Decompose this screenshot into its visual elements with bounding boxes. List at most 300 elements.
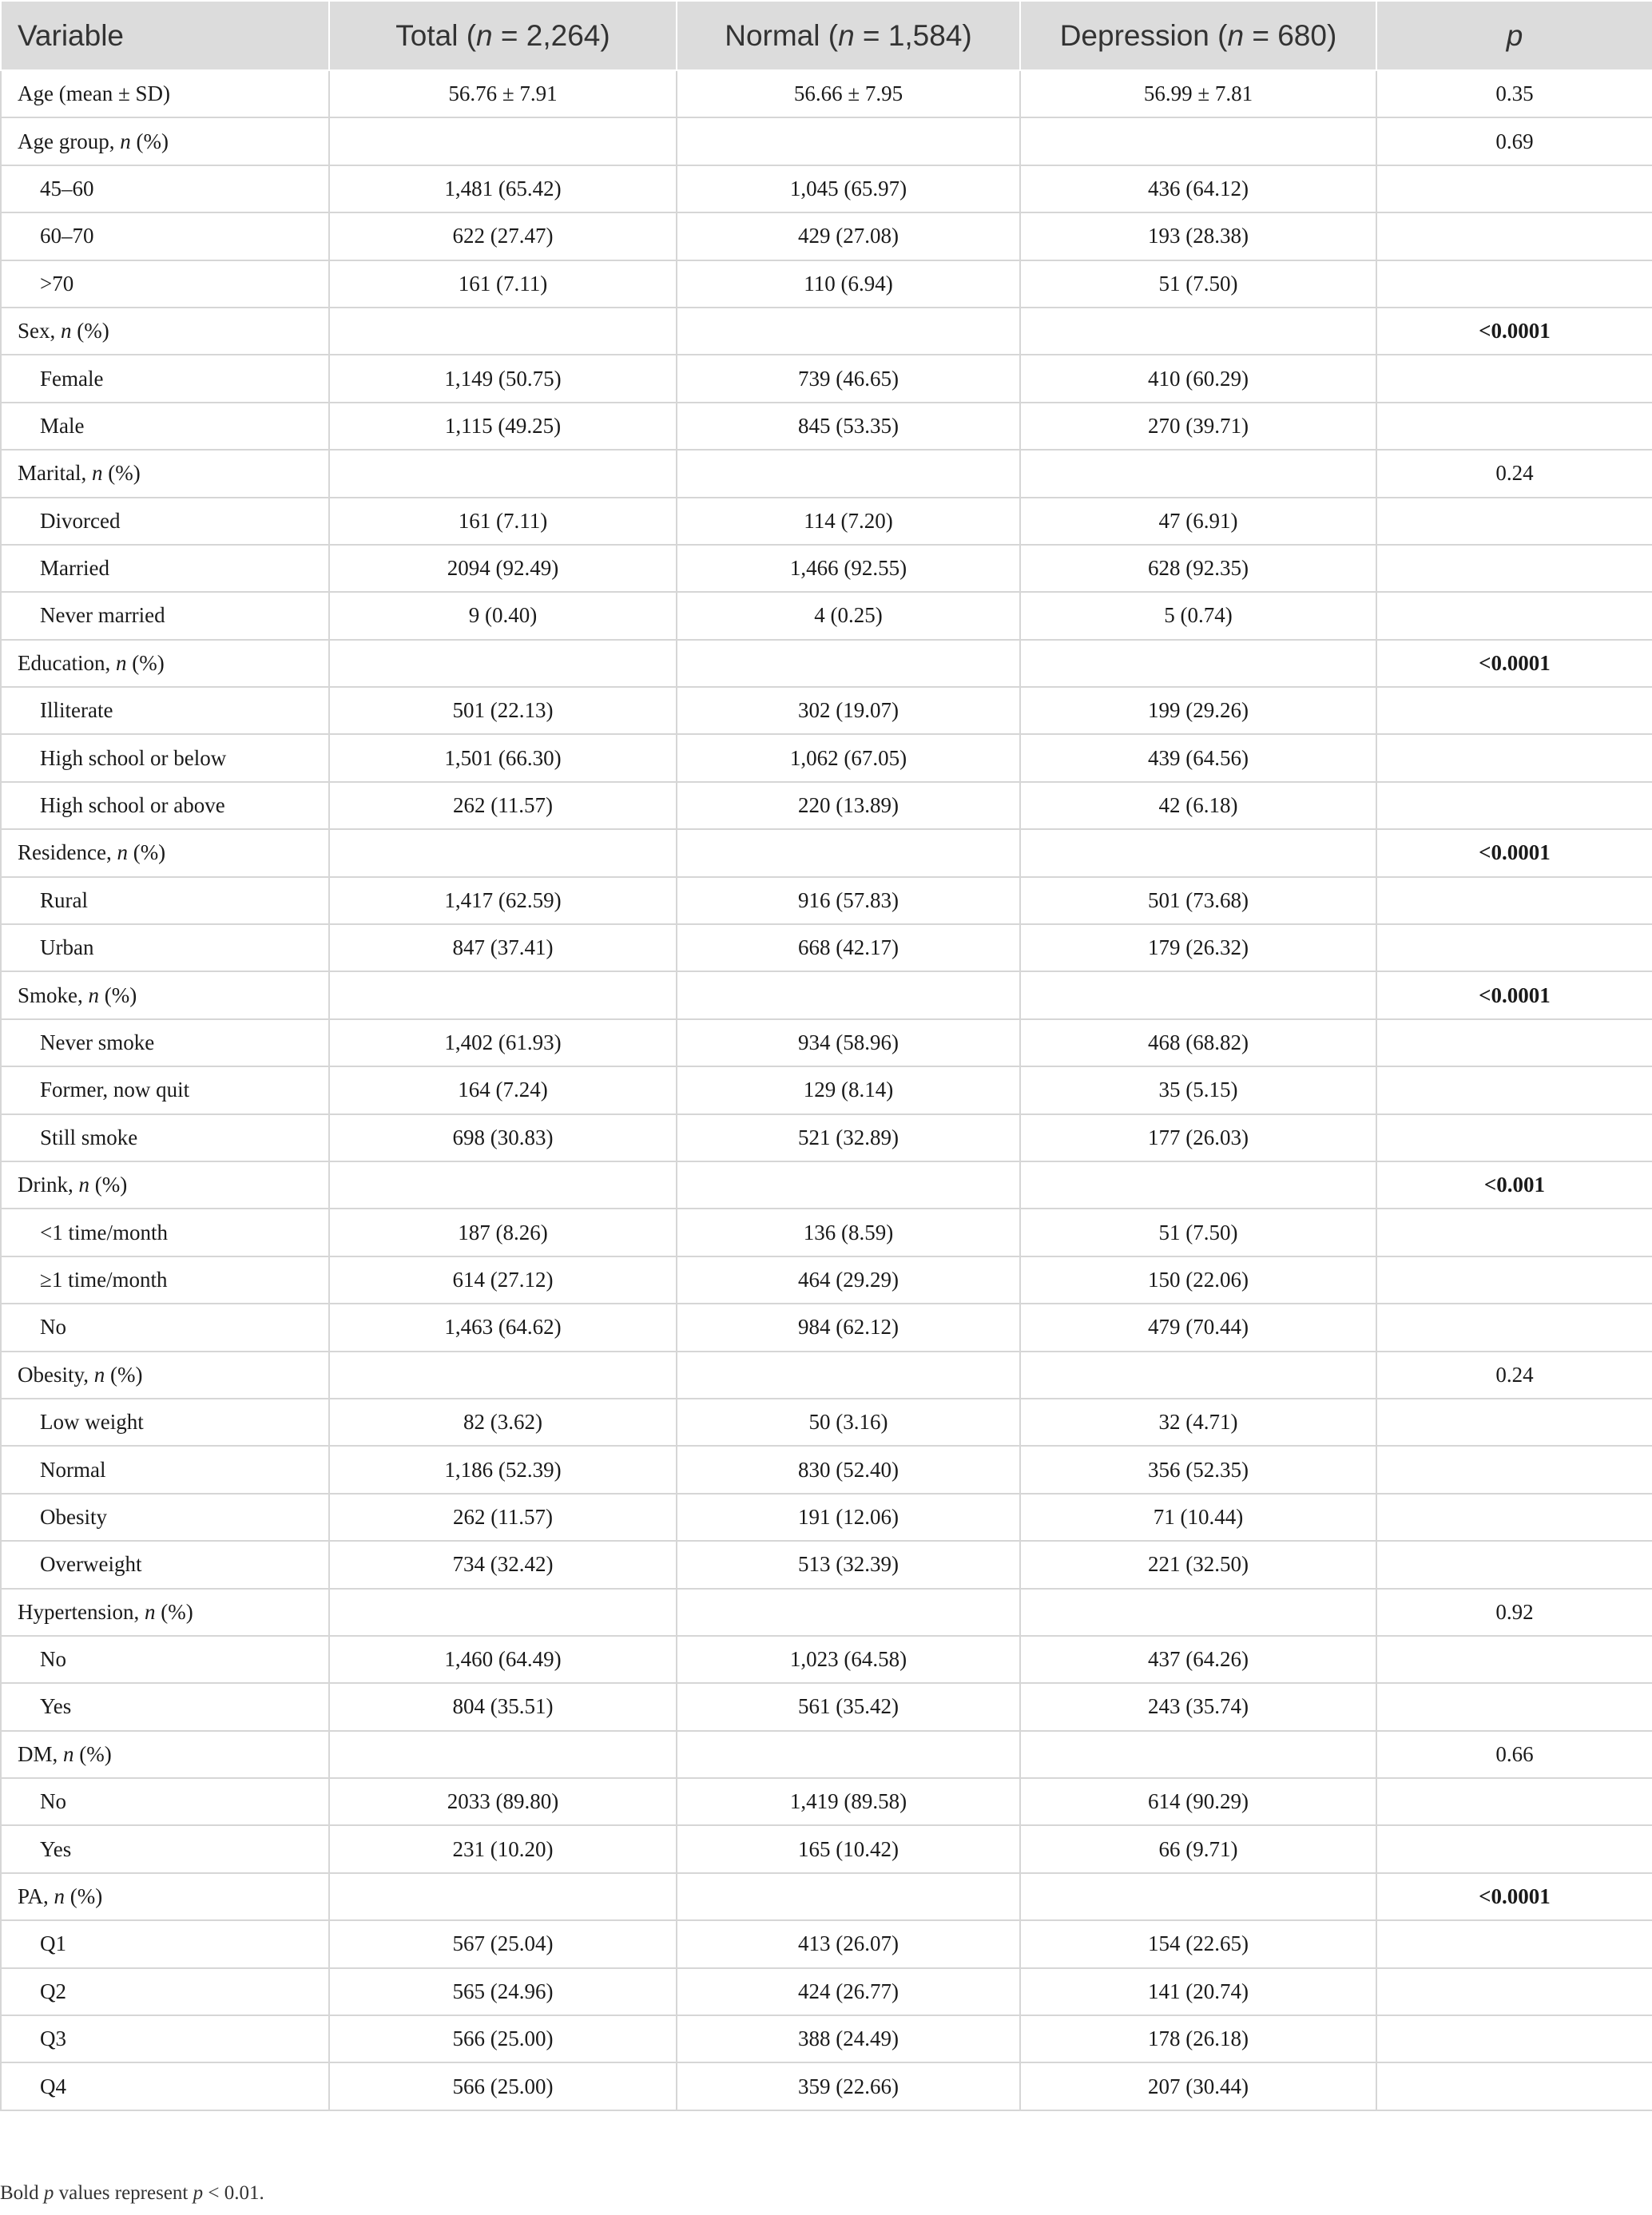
cell-p: 0.92 bbox=[1376, 1589, 1652, 1636]
row-label-n: n bbox=[93, 1362, 105, 1387]
row-label bbox=[1, 1873, 329, 1920]
cell-p: 0.24 bbox=[1376, 1352, 1652, 1399]
table-row bbox=[1, 1304, 1652, 1351]
cell-depression: 207 (30.44) bbox=[1020, 2062, 1376, 2110]
cell-normal: 1,023 (64.58) bbox=[677, 1636, 1020, 1683]
cell-p bbox=[1376, 1446, 1652, 1493]
cell-p: 0.24 bbox=[1376, 450, 1652, 497]
cell-p bbox=[1376, 877, 1652, 924]
table-row bbox=[1, 1019, 1652, 1066]
cell-total: 566 (25.00) bbox=[329, 2062, 677, 2110]
cell-total bbox=[329, 971, 677, 1018]
row-label-text: Marital, bbox=[18, 461, 92, 486]
table-row bbox=[1, 1494, 1652, 1541]
row-label-text: Urban bbox=[40, 935, 94, 960]
row-label-text: DM, bbox=[18, 1741, 64, 1766]
table-row bbox=[1, 2015, 1652, 2062]
row-label bbox=[1, 1589, 329, 1636]
cell-p bbox=[1376, 1399, 1652, 1446]
row-label-text: Never smoke bbox=[40, 1030, 155, 1054]
cell-normal: 302 (19.07) bbox=[677, 687, 1020, 734]
cell-p bbox=[1376, 1683, 1652, 1730]
cell-normal: 56.66 ± 7.95 bbox=[677, 70, 1020, 117]
cell-normal bbox=[677, 1873, 1020, 1920]
cell-p bbox=[1376, 1541, 1652, 1588]
cell-p bbox=[1376, 924, 1652, 971]
cell-normal: 513 (32.39) bbox=[677, 1541, 1020, 1588]
cell-depression bbox=[1020, 1352, 1376, 1399]
row-label-text: Q3 bbox=[40, 2026, 66, 2051]
row-label bbox=[1, 592, 329, 639]
cell-depression: 42 (6.18) bbox=[1020, 782, 1376, 829]
table-row bbox=[1, 355, 1652, 402]
row-label-suffix: (%) bbox=[65, 1884, 103, 1909]
row-label-suffix: (%) bbox=[155, 1599, 193, 1624]
cell-p bbox=[1376, 734, 1652, 781]
cell-total: 161 (7.11) bbox=[329, 260, 677, 308]
row-label bbox=[1, 971, 329, 1018]
row-label-suffix: (%) bbox=[102, 461, 141, 486]
row-label bbox=[1, 1683, 329, 1730]
footnote-p1: p bbox=[43, 2182, 54, 2204]
table-row bbox=[1, 592, 1652, 639]
cell-p: <0.0001 bbox=[1376, 308, 1652, 355]
table-row bbox=[1, 403, 1652, 450]
cell-depression bbox=[1020, 640, 1376, 687]
cell-normal: 464 (29.29) bbox=[677, 1256, 1020, 1304]
table-row bbox=[1, 1873, 1652, 1920]
cell-total: 161 (7.11) bbox=[329, 498, 677, 545]
cell-p bbox=[1376, 1636, 1652, 1683]
cell-total: 847 (37.41) bbox=[329, 924, 677, 971]
cell-depression: 141 (20.74) bbox=[1020, 1968, 1376, 2015]
cell-total bbox=[329, 640, 677, 687]
cell-p bbox=[1376, 260, 1652, 308]
table-row bbox=[1, 70, 1652, 117]
cell-p bbox=[1376, 1494, 1652, 1541]
row-label bbox=[1, 1968, 329, 2015]
row-label-suffix: (%) bbox=[73, 1741, 112, 1766]
table-row bbox=[1, 1114, 1652, 1161]
row-label-text: Age (mean ± SD) bbox=[18, 81, 171, 106]
cell-total: 567 (25.04) bbox=[329, 1920, 677, 1967]
header-total-n: n bbox=[476, 18, 493, 52]
cell-total: 734 (32.42) bbox=[329, 1541, 677, 1588]
table-row bbox=[1, 877, 1652, 924]
row-label bbox=[1, 1446, 329, 1493]
header-depression-pre: Depression ( bbox=[1059, 18, 1228, 52]
cell-p bbox=[1376, 355, 1652, 402]
cell-p bbox=[1376, 1968, 1652, 2015]
cell-p bbox=[1376, 498, 1652, 545]
cell-normal: 521 (32.89) bbox=[677, 1114, 1020, 1161]
cell-depression: 437 (64.26) bbox=[1020, 1636, 1376, 1683]
table-row bbox=[1, 1066, 1652, 1113]
cell-p: 0.35 bbox=[1376, 70, 1652, 117]
row-label-suffix: (%) bbox=[130, 129, 169, 153]
cell-p bbox=[1376, 1920, 1652, 1967]
cell-depression: 270 (39.71) bbox=[1020, 403, 1376, 450]
cell-p bbox=[1376, 2015, 1652, 2062]
cell-normal bbox=[677, 829, 1020, 876]
row-label bbox=[1, 355, 329, 402]
cell-normal: 165 (10.42) bbox=[677, 1825, 1020, 1872]
cell-normal: 984 (62.12) bbox=[677, 1304, 1020, 1351]
row-label-text: Overweight bbox=[40, 1552, 142, 1577]
table-row bbox=[1, 1920, 1652, 1967]
cell-p bbox=[1376, 1114, 1652, 1161]
cell-total: 82 (3.62) bbox=[329, 1399, 677, 1446]
cell-depression bbox=[1020, 308, 1376, 355]
cell-depression bbox=[1020, 117, 1376, 165]
row-label bbox=[1, 1636, 329, 1683]
row-label-n: n bbox=[115, 650, 127, 675]
cell-total: 614 (27.12) bbox=[329, 1256, 677, 1304]
row-label bbox=[1, 70, 329, 117]
cell-depression: 356 (52.35) bbox=[1020, 1446, 1376, 1493]
table-row bbox=[1, 498, 1652, 545]
cell-total: 1,186 (52.39) bbox=[329, 1446, 677, 1493]
row-label bbox=[1, 829, 329, 876]
table-row bbox=[1, 924, 1652, 971]
cell-normal: 561 (35.42) bbox=[677, 1683, 1020, 1730]
row-label-text: Hypertension, bbox=[18, 1599, 145, 1624]
cell-total: 1,402 (61.93) bbox=[329, 1019, 677, 1066]
header-variable: Variable bbox=[1, 1, 329, 70]
cell-total: 501 (22.13) bbox=[329, 687, 677, 734]
row-label bbox=[1, 498, 329, 545]
cell-total bbox=[329, 308, 677, 355]
cell-normal: 136 (8.59) bbox=[677, 1209, 1020, 1256]
cell-p: <0.0001 bbox=[1376, 1873, 1652, 1920]
cell-p bbox=[1376, 1825, 1652, 1872]
cell-total bbox=[329, 1352, 677, 1399]
table-row bbox=[1, 165, 1652, 212]
row-label-n: n bbox=[54, 1884, 66, 1909]
row-label-text: Married bbox=[40, 556, 109, 581]
row-label bbox=[1, 1304, 329, 1351]
row-label-text: Obesity, bbox=[18, 1362, 94, 1387]
cell-normal: 1,062 (67.05) bbox=[677, 734, 1020, 781]
row-label bbox=[1, 1161, 329, 1209]
row-label-text: Age group, bbox=[18, 129, 121, 153]
cell-depression: 51 (7.50) bbox=[1020, 260, 1376, 308]
header-total bbox=[329, 1, 677, 70]
table-body bbox=[1, 70, 1652, 2110]
table-row bbox=[1, 1399, 1652, 1446]
cell-depression: 150 (22.06) bbox=[1020, 1256, 1376, 1304]
row-label-n: n bbox=[144, 1599, 156, 1624]
table-row bbox=[1, 1731, 1652, 1778]
table-row bbox=[1, 1352, 1652, 1399]
row-label-text: Residence, bbox=[18, 840, 117, 865]
row-label-text: 60–70 bbox=[40, 224, 94, 248]
cell-total: 1,501 (66.30) bbox=[329, 734, 677, 781]
cell-normal: 830 (52.40) bbox=[677, 1446, 1020, 1493]
header-normal-n: n bbox=[838, 18, 855, 52]
row-label-text: Rural bbox=[40, 887, 88, 912]
row-label bbox=[1, 877, 329, 924]
cell-total: 565 (24.96) bbox=[329, 1968, 677, 2015]
row-label bbox=[1, 1066, 329, 1113]
row-label-suffix: (%) bbox=[127, 840, 166, 865]
cell-total bbox=[329, 450, 677, 497]
cell-depression bbox=[1020, 450, 1376, 497]
cell-depression: 32 (4.71) bbox=[1020, 1399, 1376, 1446]
cell-depression: 628 (92.35) bbox=[1020, 545, 1376, 592]
cell-total bbox=[329, 1873, 677, 1920]
cell-total: 9 (0.40) bbox=[329, 592, 677, 639]
row-label-text: Yes bbox=[40, 1836, 72, 1861]
table-row bbox=[1, 687, 1652, 734]
row-label bbox=[1, 924, 329, 971]
row-label bbox=[1, 640, 329, 687]
cell-normal: 114 (7.20) bbox=[677, 498, 1020, 545]
cell-p bbox=[1376, 403, 1652, 450]
cell-total bbox=[329, 117, 677, 165]
cell-normal: 191 (12.06) bbox=[677, 1494, 1020, 1541]
cell-total bbox=[329, 1589, 677, 1636]
row-label-text: ≥1 time/month bbox=[40, 1267, 168, 1292]
cell-depression bbox=[1020, 829, 1376, 876]
cell-total: 2033 (89.80) bbox=[329, 1778, 677, 1825]
row-label bbox=[1, 117, 329, 165]
row-label-n: n bbox=[117, 840, 128, 865]
table-row bbox=[1, 829, 1652, 876]
cell-normal bbox=[677, 1589, 1020, 1636]
table-row bbox=[1, 1209, 1652, 1256]
row-label bbox=[1, 1114, 329, 1161]
row-label bbox=[1, 1352, 329, 1399]
header-p: p bbox=[1376, 1, 1652, 70]
footnote-pre: Bold bbox=[0, 2182, 44, 2204]
row-label-n: n bbox=[120, 129, 131, 153]
cell-depression bbox=[1020, 1873, 1376, 1920]
cell-normal: 916 (57.83) bbox=[677, 877, 1020, 924]
row-label-n: n bbox=[88, 982, 100, 1007]
row-label-text: 45–60 bbox=[40, 176, 94, 200]
cell-normal: 429 (27.08) bbox=[677, 212, 1020, 260]
row-label-text: Low weight bbox=[40, 1410, 144, 1435]
cell-depression: 51 (7.50) bbox=[1020, 1209, 1376, 1256]
cell-total: 566 (25.00) bbox=[329, 2015, 677, 2062]
row-label-text: High school or below bbox=[40, 745, 227, 770]
cell-p: 0.66 bbox=[1376, 1731, 1652, 1778]
table-row bbox=[1, 1541, 1652, 1588]
table-row bbox=[1, 117, 1652, 165]
row-label-n: n bbox=[78, 1173, 89, 1197]
header-row bbox=[1, 1, 1652, 70]
cell-normal: 845 (53.35) bbox=[677, 403, 1020, 450]
table-row bbox=[1, 1683, 1652, 1730]
cell-normal: 934 (58.96) bbox=[677, 1019, 1020, 1066]
cell-depression: 66 (9.71) bbox=[1020, 1825, 1376, 1872]
cell-total: 622 (27.47) bbox=[329, 212, 677, 260]
cell-total: 262 (11.57) bbox=[329, 1494, 677, 1541]
cell-depression bbox=[1020, 1731, 1376, 1778]
cell-depression: 71 (10.44) bbox=[1020, 1494, 1376, 1541]
cell-depression: 193 (28.38) bbox=[1020, 212, 1376, 260]
table-row bbox=[1, 1825, 1652, 1872]
cell-normal bbox=[677, 1731, 1020, 1778]
cell-normal bbox=[677, 450, 1020, 497]
cell-depression bbox=[1020, 971, 1376, 1018]
row-label-text: Drink, bbox=[18, 1173, 79, 1197]
cell-total: 56.76 ± 7.91 bbox=[329, 70, 677, 117]
cell-total: 698 (30.83) bbox=[329, 1114, 677, 1161]
row-label bbox=[1, 212, 329, 260]
cell-normal: 50 (3.16) bbox=[677, 1399, 1020, 1446]
footnote-p2: p bbox=[193, 2182, 204, 2204]
row-label-suffix: (%) bbox=[71, 319, 109, 343]
cell-normal: 1,419 (89.58) bbox=[677, 1778, 1020, 1825]
row-label-suffix: (%) bbox=[126, 650, 165, 675]
cell-p bbox=[1376, 1256, 1652, 1304]
cell-total bbox=[329, 1731, 677, 1778]
cell-p bbox=[1376, 2062, 1652, 2110]
cell-p bbox=[1376, 1304, 1652, 1351]
cell-total: 2094 (92.49) bbox=[329, 545, 677, 592]
cell-normal bbox=[677, 117, 1020, 165]
row-label-suffix: (%) bbox=[105, 1362, 143, 1387]
table-row bbox=[1, 1968, 1652, 2015]
row-label-text: Divorced bbox=[40, 508, 121, 533]
cell-depression: 35 (5.15) bbox=[1020, 1066, 1376, 1113]
row-label bbox=[1, 734, 329, 781]
table-row bbox=[1, 1256, 1652, 1304]
table-row bbox=[1, 971, 1652, 1018]
cell-p bbox=[1376, 212, 1652, 260]
table-row bbox=[1, 782, 1652, 829]
cell-depression: 56.99 ± 7.81 bbox=[1020, 70, 1376, 117]
cell-depression: 177 (26.03) bbox=[1020, 1114, 1376, 1161]
cell-depression: 47 (6.91) bbox=[1020, 498, 1376, 545]
cell-normal bbox=[677, 1161, 1020, 1209]
cell-depression: 179 (26.32) bbox=[1020, 924, 1376, 971]
cell-depression: 468 (68.82) bbox=[1020, 1019, 1376, 1066]
row-label-text: Still smoke bbox=[40, 1125, 138, 1149]
cell-total: 1,115 (49.25) bbox=[329, 403, 677, 450]
row-label bbox=[1, 1399, 329, 1446]
table-row bbox=[1, 1778, 1652, 1825]
row-label bbox=[1, 1920, 329, 1967]
cell-normal: 739 (46.65) bbox=[677, 355, 1020, 402]
cell-depression: 243 (35.74) bbox=[1020, 1683, 1376, 1730]
row-label-text: Q2 bbox=[40, 1979, 66, 2003]
row-label bbox=[1, 1778, 329, 1825]
row-label-text: Illiterate bbox=[40, 698, 113, 723]
row-label bbox=[1, 2015, 329, 2062]
cell-total: 804 (35.51) bbox=[329, 1683, 677, 1730]
cell-depression bbox=[1020, 1161, 1376, 1209]
row-label-text: Yes bbox=[40, 1694, 72, 1719]
cell-normal: 413 (26.07) bbox=[677, 1920, 1020, 1967]
cell-p bbox=[1376, 1066, 1652, 1113]
table-row bbox=[1, 545, 1652, 592]
row-label-text: Smoke, bbox=[18, 982, 89, 1007]
cell-total: 1,481 (65.42) bbox=[329, 165, 677, 212]
row-label-text: Former, now quit bbox=[40, 1078, 190, 1102]
row-label bbox=[1, 1494, 329, 1541]
cell-depression: 221 (32.50) bbox=[1020, 1541, 1376, 1588]
cell-total: 1,460 (64.49) bbox=[329, 1636, 677, 1683]
cell-total: 164 (7.24) bbox=[329, 1066, 677, 1113]
row-label bbox=[1, 403, 329, 450]
cell-normal: 424 (26.77) bbox=[677, 1968, 1020, 2015]
cell-p bbox=[1376, 1019, 1652, 1066]
cell-normal: 668 (42.17) bbox=[677, 924, 1020, 971]
cell-total: 1,149 (50.75) bbox=[329, 355, 677, 402]
table-row bbox=[1, 450, 1652, 497]
table-row bbox=[1, 212, 1652, 260]
row-label-text: Education, bbox=[18, 650, 116, 675]
row-label bbox=[1, 450, 329, 497]
header-normal-pre: Normal ( bbox=[725, 18, 839, 52]
cell-p bbox=[1376, 1778, 1652, 1825]
header-normal bbox=[677, 1, 1020, 70]
table-row bbox=[1, 734, 1652, 781]
row-label-suffix: (%) bbox=[89, 1173, 128, 1197]
cell-normal: 388 (24.49) bbox=[677, 2015, 1020, 2062]
table-row bbox=[1, 1446, 1652, 1493]
row-label-suffix: (%) bbox=[99, 982, 137, 1007]
cell-p: <0.0001 bbox=[1376, 971, 1652, 1018]
row-label-text: Q1 bbox=[40, 1931, 66, 1956]
table-row bbox=[1, 1161, 1652, 1209]
cell-depression: 614 (90.29) bbox=[1020, 1778, 1376, 1825]
cell-depression: 479 (70.44) bbox=[1020, 1304, 1376, 1351]
cell-depression bbox=[1020, 1589, 1376, 1636]
cell-p: <0.0001 bbox=[1376, 829, 1652, 876]
cell-normal: 220 (13.89) bbox=[677, 782, 1020, 829]
row-label-text: Obesity bbox=[40, 1504, 107, 1529]
cell-normal bbox=[677, 971, 1020, 1018]
cell-total: 1,417 (62.59) bbox=[329, 877, 677, 924]
cell-normal bbox=[677, 1352, 1020, 1399]
row-label-text: Q4 bbox=[40, 2074, 66, 2098]
cell-p bbox=[1376, 1209, 1652, 1256]
row-label-n: n bbox=[63, 1741, 74, 1766]
cell-total bbox=[329, 1161, 677, 1209]
cell-total bbox=[329, 829, 677, 876]
cell-normal: 129 (8.14) bbox=[677, 1066, 1020, 1113]
header-depression bbox=[1020, 1, 1376, 70]
cell-normal bbox=[677, 308, 1020, 355]
table-row bbox=[1, 308, 1652, 355]
cell-depression: 436 (64.12) bbox=[1020, 165, 1376, 212]
footnote-mid: values represent bbox=[54, 2182, 193, 2204]
row-label-text: Male bbox=[40, 413, 85, 438]
cell-depression: 178 (26.18) bbox=[1020, 2015, 1376, 2062]
row-label bbox=[1, 1209, 329, 1256]
cell-p bbox=[1376, 545, 1652, 592]
cell-normal: 4 (0.25) bbox=[677, 592, 1020, 639]
cell-p bbox=[1376, 687, 1652, 734]
row-label bbox=[1, 2062, 329, 2110]
row-label bbox=[1, 1731, 329, 1778]
cell-total: 187 (8.26) bbox=[329, 1209, 677, 1256]
cell-p: 0.69 bbox=[1376, 117, 1652, 165]
row-label-n: n bbox=[91, 461, 103, 486]
cell-p bbox=[1376, 782, 1652, 829]
row-label bbox=[1, 308, 329, 355]
cell-normal: 110 (6.94) bbox=[677, 260, 1020, 308]
cell-total: 1,463 (64.62) bbox=[329, 1304, 677, 1351]
row-label bbox=[1, 260, 329, 308]
row-label-text: Never married bbox=[40, 603, 165, 628]
row-label bbox=[1, 545, 329, 592]
row-label bbox=[1, 165, 329, 212]
